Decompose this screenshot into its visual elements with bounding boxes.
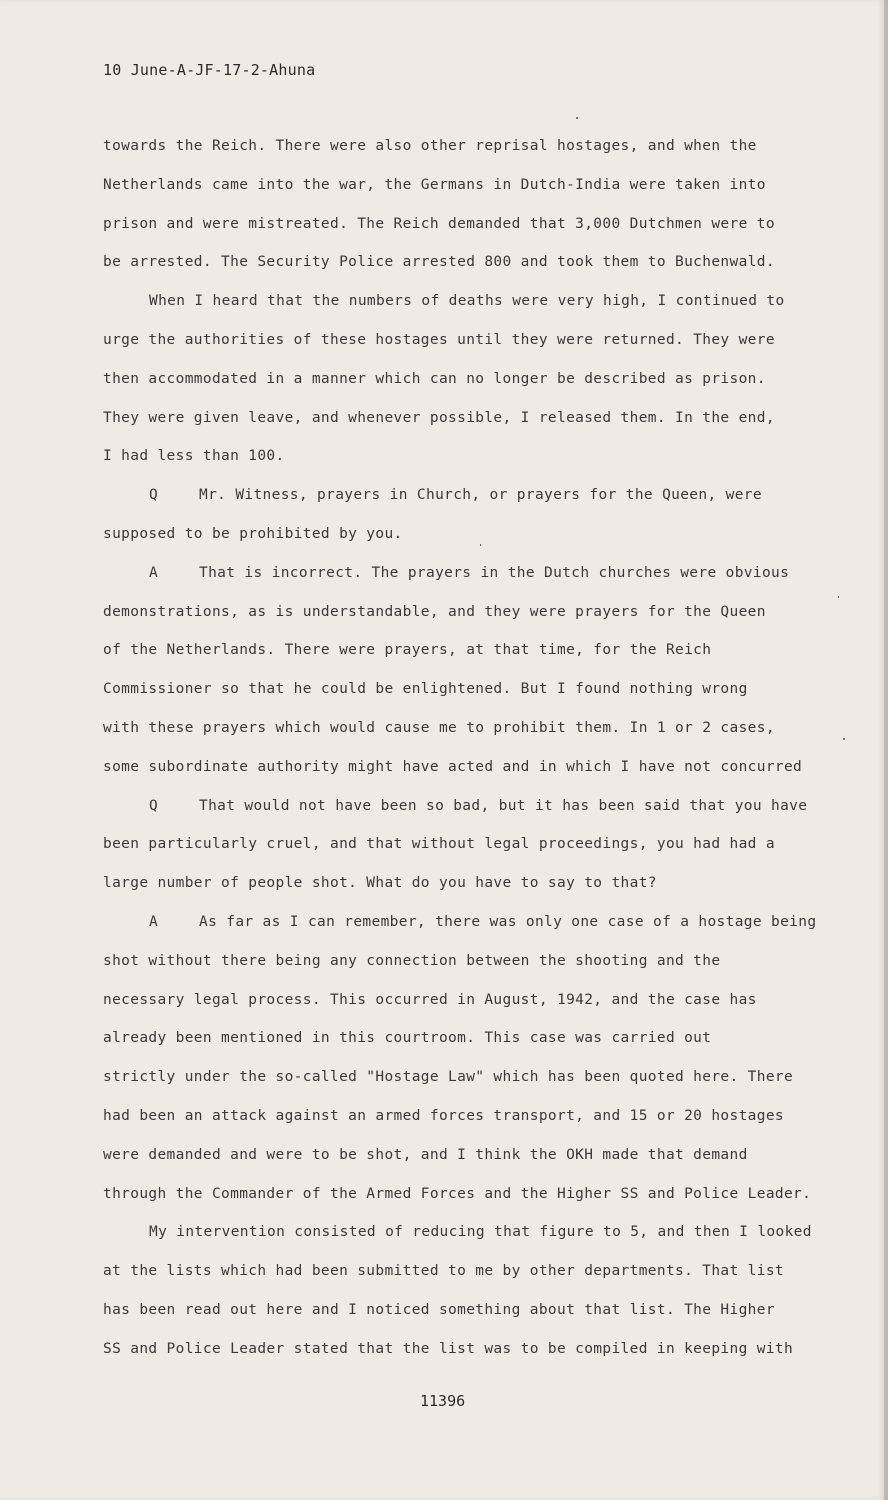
text-line [103,709,848,748]
line-text: has been read out here and I noticed something about that list. The Higher [103,1301,775,1318]
ink-speck [838,596,839,598]
text-line [103,321,848,360]
text-line [103,360,848,399]
document-header: 10 June-A-JF-17-2-Ahuna [103,61,316,79]
line-text: been particularly cruel, and that without legal proceedings, you had had a [103,836,775,853]
line-text: necessary legal process. This occurred in August, 1942, and the case has [103,991,757,1008]
text-line [103,437,848,476]
transcript-body [103,127,848,1369]
line-text: That would not have been so bad, but it has been said that you have [199,797,808,814]
line-text: demonstrations, as is understandable, and they were prayers for the Queen [103,603,766,620]
text-line [103,1330,848,1369]
text-line [103,1058,848,1097]
text-line [103,1097,848,1136]
line-text: were demanded and were to be shot, and I think the OKH made that demand [103,1146,748,1163]
text-line [103,631,848,670]
text-line [103,1019,848,1058]
line-text: at the lists which had been submitted to me by other departments. That list [103,1263,784,1280]
text-line [103,1136,848,1175]
page-number: 11396 [420,1392,466,1410]
line-text: When I heard that the numbers of deaths were very high, I continued to [149,293,785,310]
line-text: strictly under the so-called "Hostage Law" which has been quoted here. There [103,1069,794,1086]
line-text: towards the Reich. There were also other reprisal hostages, and when the [103,138,757,154]
line-text: urge the authorities of these hostages until they were returned. They were [103,331,775,348]
text-line [103,243,848,282]
line-text: large number of people shot. What do you have to say to that? [103,875,657,892]
line-text: As far as I can remember, there was only one case of a hostage being [199,913,817,930]
page-edge [884,0,888,1500]
line-text: Netherlands came into the war, the Germans in Dutch-India were taken into [103,176,766,193]
text-line [103,127,848,166]
text-line [103,864,848,903]
text-line [103,748,848,787]
text-line [103,554,848,593]
ink-speck [480,544,481,546]
line-text: be arrested. The Security Police arrested 800 and took them to Buchenwald. [103,254,775,271]
line-text: That is incorrect. The prayers in the Dutch churches were obvious [199,564,790,581]
line-text: Commissioner so that he could be enlightened. But I found nothing wrong [103,681,748,698]
ink-speck [576,117,578,119]
text-line [103,282,848,321]
text-line [103,1252,848,1291]
text-line [103,981,848,1020]
line-text: Mr. Witness, prayers in Church, or prayers for the Queen, were [199,487,762,504]
line-text: of the Netherlands. There were prayers, at that time, for the Reich [103,642,712,659]
text-line [103,903,848,942]
text-line [103,399,848,438]
line-text: My intervention consisted of reducing that figure to 5, and then I looked [149,1224,812,1241]
line-text: already been mentioned in this courtroom. This case was carried out [103,1030,712,1047]
text-line [103,476,848,515]
line-text: prison and were mistreated. The Reich demanded that 3,000 Dutchmen were to [103,215,775,232]
qa-label: Q [149,487,159,504]
text-line [103,593,848,632]
line-text: had been an attack against an armed forces transport, and 15 or 20 hostages [103,1107,784,1124]
line-text: shot without there being any connection between the shooting and the [103,952,721,969]
qa-label: Q [149,797,159,814]
text-line [103,787,848,826]
line-text: with these prayers which would cause me to prohibit them. In 1 or 2 cases, [103,719,775,736]
line-text: then accommodated in a manner which can no longer be described as prison. [103,370,766,387]
text-line [103,942,848,981]
line-text: They were given leave, and whenever possible, I released them. In the end, [103,409,775,426]
text-line [103,205,848,244]
text-line [103,166,848,205]
line-text: some subordinate authority might have acted and in which I have not concurred [103,758,803,775]
qa-label: A [149,913,159,930]
text-line [103,1213,848,1252]
line-text: through the Commander of the Armed Forces and the Higher SS and Police Leader. [103,1185,812,1202]
text-line [103,825,848,864]
line-text: I had less than 100. [103,448,285,465]
text-line [103,515,848,554]
line-text: SS and Police Leader stated that the list was to be compiled in keeping with [103,1340,794,1357]
text-line [103,670,848,709]
text-line [103,1175,848,1214]
ink-speck [843,738,845,740]
line-text: supposed to be prohibited by you. [103,525,403,542]
qa-label: A [149,564,159,581]
text-line [103,1291,848,1330]
